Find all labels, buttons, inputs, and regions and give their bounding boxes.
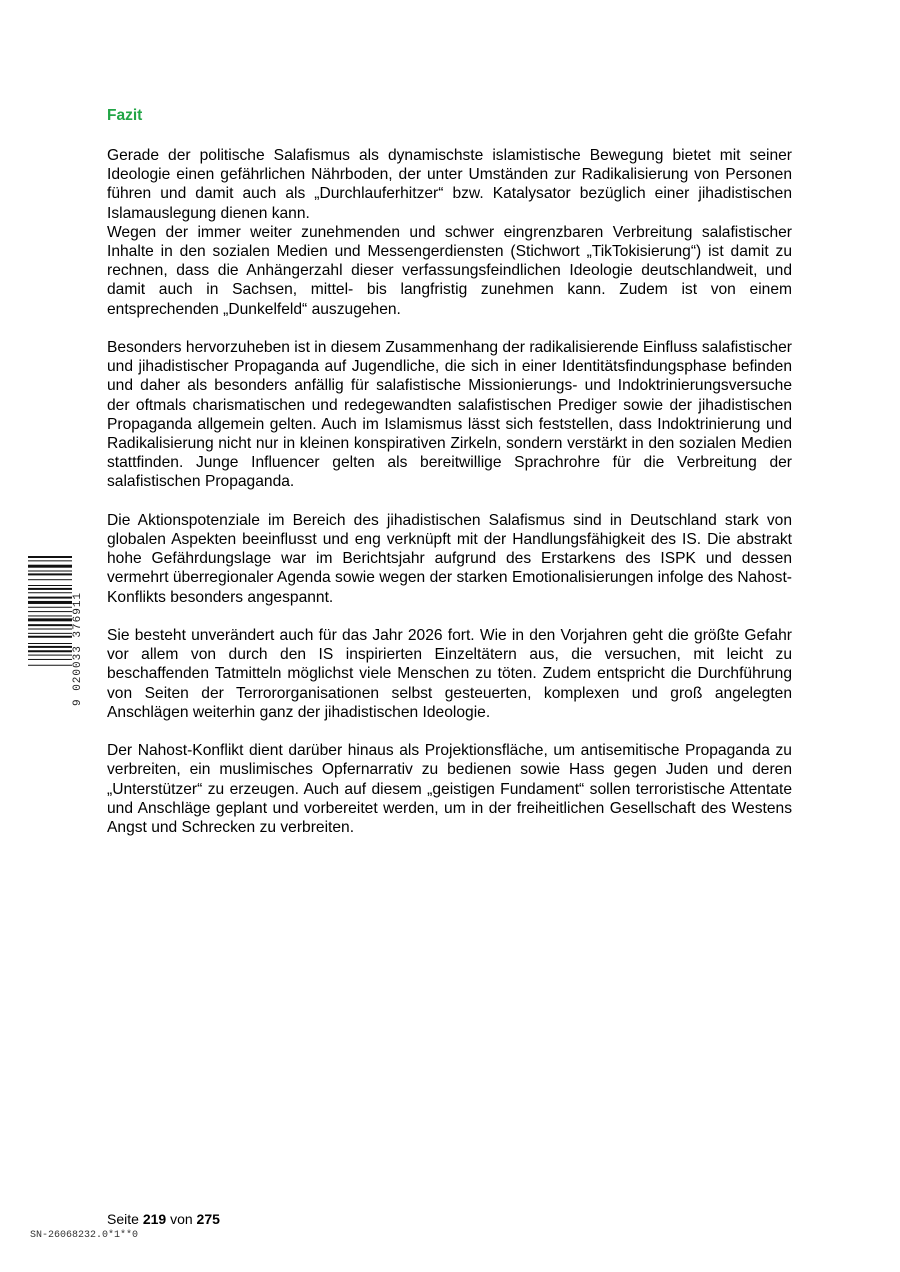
page-footer	[107, 1211, 220, 1227]
page-number: 219	[142, 1211, 167, 1227]
paragraph-2: Besonders hervorzuheben ist in diesem Zusammenhang der radikalisierende Einfluss salafistischer und jihadistischer Propaganda auf Jugendliche, die sich in einer Identitätsfindungsphase befinden und daher als besonders anfällig für salafistische Missionierungs- und Indoktrinierungsversuche der oftmals charismatischen und redegewandten salafistischen Prediger sowie der jihadistischen Propaganda allgemein gelten. Auch im Islamismus lässt sich feststellen, dass Indoktrinierung und Radikalisierung nicht nur in kleinen konspirativen Zirkeln, sondern verstärkt in den sozialen Medien stattfinden. Junge Influencer gelten als bereitwillige Sprachrohre für die Verbreitung der salafistischen Propaganda.	[107, 339, 792, 491]
paragraph-1	[107, 146, 792, 319]
page-total: 275	[196, 1211, 220, 1227]
paragraph-5: Der Nahost-Konflikt dient darüber hinaus als Projektionsfläche, um antisemitische Propaganda zu verbreiten, ein muslimisches Opfernarrativ zu bedienen sowie Hass gegen Juden und deren „Unterstützer“ zu erzeugen. Auch auf diesem „geistigen Fundament“ sollen terroristische Attentate und Anschläge geplant und vorbereitet werden, um in der freiheitlichen Gesellschaft des Westens Angst und Schrecken zu verbreiten.	[107, 742, 792, 837]
paragraph-1-part-2: Wegen der immer weiter zunehmenden und schwer eingrenzbaren Verbreitung salafistischer Inhalte in den sozialen Medien und Messengerdiensten (Stichwort „TikTokisierung“) ist damit zu rechnen, dass die Anhängerzahl dieser verfassungsfeindlichen Ideologie deutschlandweit, und damit auch in Sachsen, mittel- bis langfristig zunehmen kann. Zudem ist von einem entsprechenden „Dunkelfeld“ auszugehen.	[107, 223, 792, 318]
paragraph-4: Sie besteht unverändert auch für das Jahr 2026 fort. Wie in den Vorjahren geht die größte Gefahr vor allem von durch den IS inspirierten Einzeltätern aus, die versuchen, mit leicht zu beschaffenden Tatmitteln möglichst viele Menschen zu töten. Zudem entspricht die Durchführung von Seiten der Terrororganisationen selbst gesteuerten, komplexen und groß angelegten Anschlägen weiterhin ganz der jihadistischen Ideologie.	[107, 627, 792, 721]
barcode-graphic	[28, 556, 72, 704]
page-of-label: von	[170, 1211, 193, 1227]
body-text	[107, 146, 792, 856]
paragraph-1-part-1: Gerade der politische Salafismus als dynamischste islamistische Bewegung bietet mit seiner Ideologie einen gefährlichen Nährboden, der unter Umständen zur Radikalisierung von Personen führen und damit auch als „Durchlauferhitzer“ bzw. Katalysator bezüglich einer jihadistischen Islamauslegung dienen kann.	[107, 147, 792, 222]
document-reference: SN-26068232.0*1**0	[30, 1230, 139, 1241]
section-heading: Fazit	[107, 107, 143, 124]
paragraph-3: Die Aktionspotenziale im Bereich des jihadistischen Salafismus sind in Deutschland stark von globalen Aspekten beeinflusst und eng verknüpft mit der Handlungsfähigkeit des IS. Die abstrakt hohe Gefährdungslage war im Berichtsjahr aufgrund des Erstarkens des ISPK und dessen vermehrt überregionaler Agenda sowie wegen der starken Emotionalisierungen infolge des Nahost-Konflikts besonders angespannt.	[107, 511, 792, 606]
page-label: Seite	[107, 1211, 139, 1227]
barcode-digits: 9 020033 376911	[72, 591, 84, 706]
